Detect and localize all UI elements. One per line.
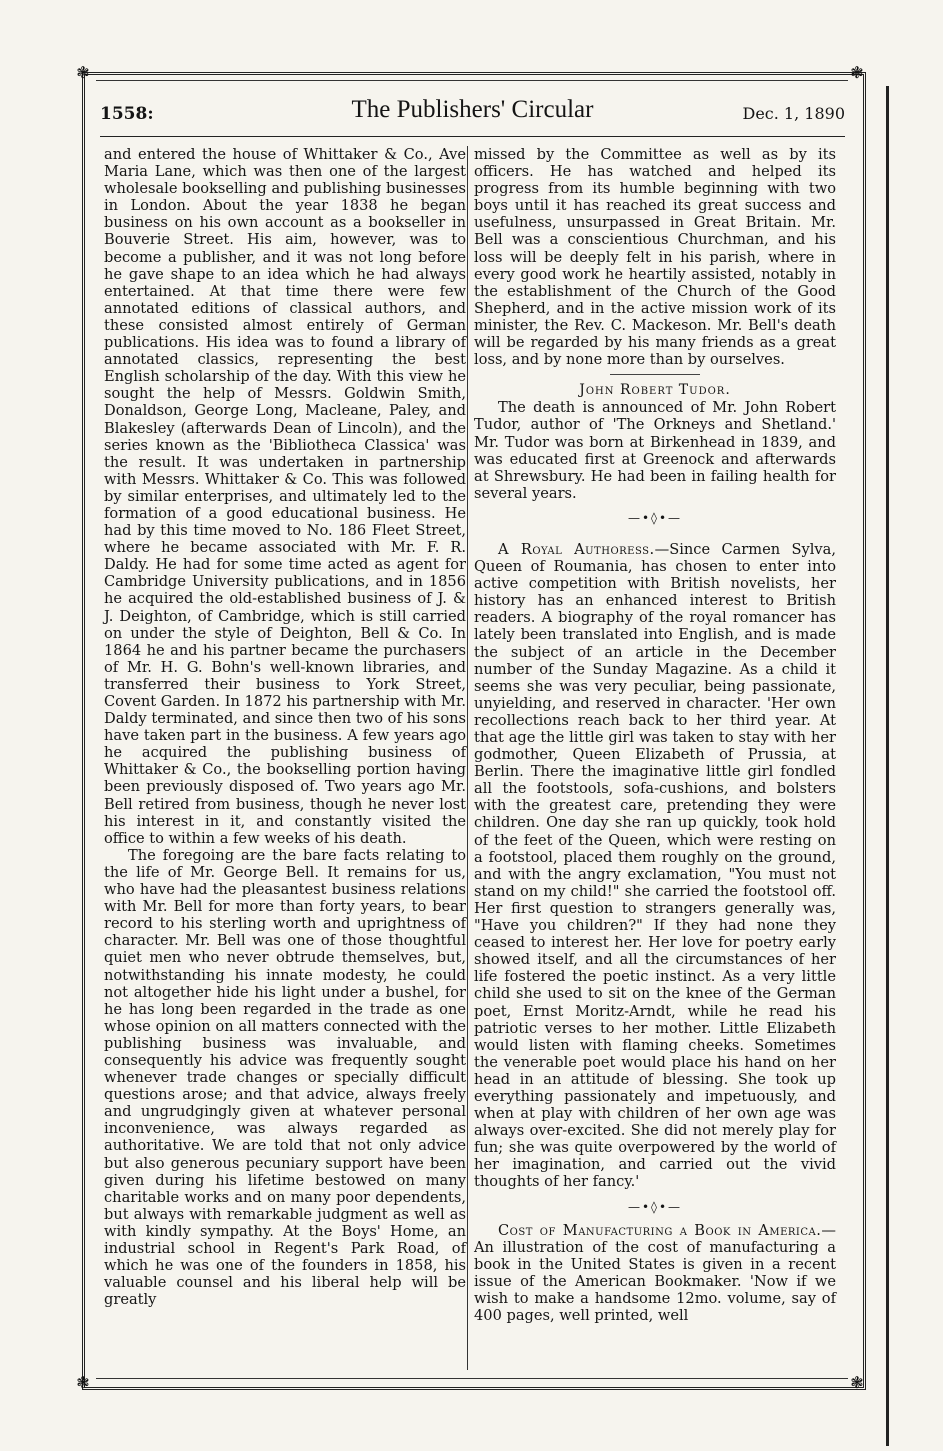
top-rule bbox=[96, 80, 848, 81]
article-paragraph: and entered the house of Whittaker & Co., Ave Maria Lane, which was then one of the largest wholesale bookselling and publishing businesses in London. About the year 1838 he began business on his own account as a bookseller in Bouverie Street. His aim, however, was to become a publisher, and it was not long before he gave shape to an idea which he had always entertained. At that time there were few annotated editions of classical authors, and these consisted almost entirely of German publications. His idea was to found a library of annotated classics, representing the best English scholarship of the day. With this view he sought the help of Messrs. Goldwin Smith, Donaldson, George Long, Macleane, Paley, and Blakesley (afterwards Dean of Lincoln), and the series known as the 'Bibliotheca Classica' was the result. It was undertaken in partnership with Messrs. Whittaker & Co. This was followed by similar enterprises, and ultimately led to the formation of a good educational business. He had by this time moved to No. 186 Fleet Street, where he became associated with Mr. F. R. Daldy. He had for some time acted as agent for Cambridge University publications, and in 1856 he acquired the old-established business of J. & J. Deighton, of Cambridge, which is still carried on under the style of Deighton, Bell & Co. In 1864 he and his partner became the purchasers of Mr. H. G. Bohn's well-known libraries, and transferred their business to York Street, Covent Garden. In 1872 his partnership with Mr. Daldy terminated, and since then two of his sons have taken part in the business. A few years ago he acquired the publishing business of Whittaker & Co., the bookselling portion having been previously disposed of. Two years ago Mr. Bell retired from business, though he never lost his interest in it, and constantly visited the office to within a few weeks of his death. bbox=[104, 146, 466, 847]
journal-title: The Publishers' Circular bbox=[351, 96, 594, 123]
obituary-paragraph: The death is announced of Mr. John Robert Tudor, author of 'The Orkneys and Shetland.' Mr. Tudor was born at Birkenhead in 1839, and was educated first at Greenock and afterwards at Shrewsbury. He had been in failing health for several years. bbox=[474, 399, 836, 502]
news-item-paragraph bbox=[474, 541, 836, 1191]
obituary-heading: John Robert Tudor. bbox=[579, 382, 731, 399]
corner-ornament-icon: ❃ bbox=[850, 1373, 864, 1392]
bottom-rule bbox=[96, 1378, 848, 1379]
right-column bbox=[474, 146, 836, 1324]
issue-date: Dec. 1, 1890 bbox=[742, 104, 845, 123]
news-item-paragraph bbox=[474, 1222, 836, 1325]
corner-ornament-icon: ❃ bbox=[76, 63, 90, 82]
news-item-text: —An illustration of the cost of manufacturing a book in the United States is given in a recent issue of the American Bookmaker. 'Now if we wish to make a handsome 12mo. volume, say of 400 pages, well printed, well bbox=[474, 1221, 836, 1325]
binding-edge bbox=[886, 86, 889, 1446]
article-paragraph: missed by the Committee as well as by its officers. He has watched and helped its progress from its humble beginning with two boys until it has reached its great success and usefulness, unsurpassed in Great Britain. Mr. Bell was a conscientious Churchman, and his loss will be deeply felt in his parish, where in every good work he heartily assisted, notably in the establishment of the Church of the Good Shepherd, and in the active mission work of its minister, the Rev. C. Mackeson. Mr. Bell's death will be regarded by his many friends as a great loss, and by none more than by ourselves. bbox=[474, 146, 836, 369]
divider-ornament-icon: —•◊•— bbox=[627, 1199, 683, 1214]
news-item-text: —Since Carmen Sylva, Queen of Roumania, has chosen to enter into active competition with British novelists, her history has an enhanced interest to British readers. A biography of the royal romancer has lately been translated into English, and is made the subject of an article in the December number of the Sunday Magazine. As a child it seems she was very peculiar, being passionate, unyielding, and reserved in character. 'Her own recollections reach back to her third year. At that age the little girl was taken to stay with her godmother, Queen Elizabeth of Prussia, at Berlin. There the imaginative little girl fondled all the footstools, sofa-cushions, and bolsters with the greatest care, pretending they were children. One day she ran up quickly, took hold of the feet of the Queen, which were resting on a footstool, placed them roughly on the ground, and with the angry exclamation, "You must not stand on my child!" she carried the footstool off. Her first question to strangers generally was, "Have you children?" If they had none they ceased to interest her. Her love for poetry early showed itself, and all the circumstances of her life fostered the poetic instinct. As a very little child she used to sit on the knee of the German poet, Ernst Moritz-Arndt, while he read his patriotic verses to her mother. Little Elizabeth would listen with flaming cheeks. Sometimes the venerable poet would place his hand on her head in an attitude of blessing. She took up everything passionately and impetuously, and when at play with children of her own age was always over-excited. She did not merely play for fun; she was quite overpowered by the world of her imagination, and carried out the vivid thoughts of her fancy.' bbox=[474, 540, 836, 1191]
news-item-lead: A Royal Authoress. bbox=[498, 540, 655, 558]
header-rule bbox=[100, 136, 845, 137]
corner-ornament-icon: ❃ bbox=[76, 1373, 90, 1392]
page-number: 1558: bbox=[100, 104, 154, 124]
left-column bbox=[104, 146, 466, 1308]
news-item-lead: Cost of Manufacturing a Book in America. bbox=[498, 1221, 822, 1239]
spacer bbox=[474, 533, 836, 541]
article-paragraph: The foregoing are the bare facts relating to the life of Mr. George Bell. It remains for us, who have had the pleasantest business relations with Mr. Bell for more than forty years, to bear record to his sterling worth and uprightness of character. Mr. Bell was one of those thoughtful quiet men who never obtrude themselves, but, notwithstanding his innate modesty, he could not altogether hide his light under a bushel, for he has long been regarded in the trade as one whose opinion on all matters connected with the publishing business was invaluable, and consequently his advice was frequently sought whenever trade changes or specially difficult questions arose; and that advice, always freely and ungrudgingly given at whatever personal inconvenience, was always regarded as authoritative. We are told that not only advice but also generous pecuniary support have been given during his lifetime bestowed on many charitable works and on many poor dependents, but always with remarkable judgment as well as with kindly sympathy. At the Boys' Home, an industrial school in Regent's Park Road, of which he was one of the founders in 1858, his valuable counsel and his liberal help will be greatly bbox=[104, 846, 466, 1309]
column-divider bbox=[467, 146, 468, 1370]
divider-ornament-icon: —•◊•— bbox=[627, 510, 683, 525]
section-rule bbox=[610, 374, 700, 375]
corner-ornament-icon: ❃ bbox=[850, 63, 864, 82]
running-header bbox=[100, 94, 845, 130]
